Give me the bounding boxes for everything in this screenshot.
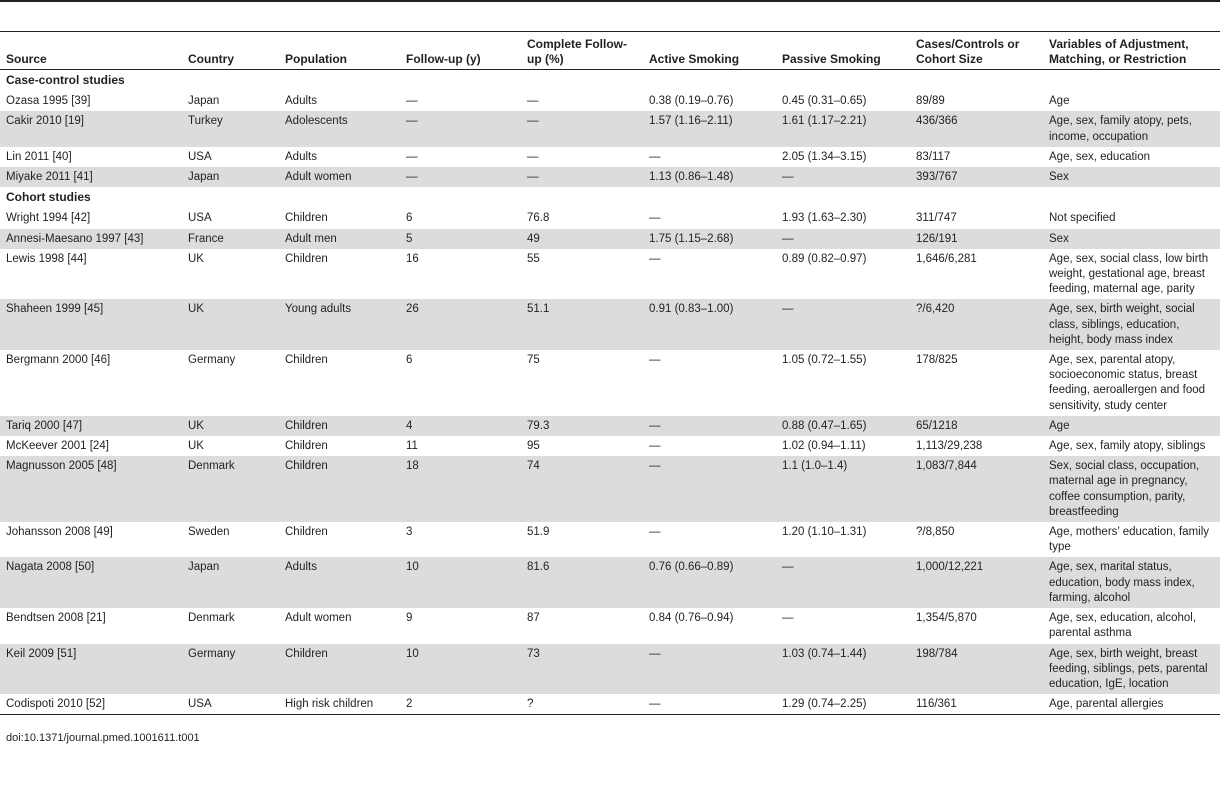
cell-followup: 16 bbox=[406, 252, 419, 265]
cell-population: Young adults bbox=[279, 299, 400, 350]
cell-passive: 0.88 (0.47–1.65) bbox=[776, 416, 910, 436]
cell-active: — bbox=[643, 416, 776, 436]
cell-variables: Age, sex, education bbox=[1049, 150, 1151, 163]
cell-source: Lewis 1998 [44] bbox=[6, 252, 87, 265]
cell-passive: 1.1 (1.0–1.4) bbox=[776, 456, 910, 522]
cell-complete: 95 bbox=[527, 440, 540, 453]
cell-source: Ozasa 1995 [39] bbox=[6, 95, 91, 108]
cell-active: 0.38 (0.19–0.76) bbox=[649, 95, 734, 108]
cell-active: — bbox=[643, 456, 776, 522]
cell-active: 0.91 (0.83–1.00) bbox=[643, 299, 776, 350]
cell-size: 178/825 bbox=[916, 354, 958, 367]
table-row bbox=[0, 456, 1220, 522]
cell-source: Lin 2011 [40] bbox=[6, 150, 72, 163]
cell-country: Japan bbox=[188, 95, 220, 108]
cell-complete: 81.6 bbox=[521, 557, 643, 608]
cell-size: 1,000/12,221 bbox=[910, 557, 1043, 608]
cell-followup: 3 bbox=[406, 526, 413, 539]
cell-population: Adult women bbox=[279, 167, 400, 187]
cell-variables: Age, sex, family atopy, pets, income, occupation bbox=[1043, 111, 1220, 146]
cell-size: 436/366 bbox=[910, 111, 1043, 146]
cell-followup: 4 bbox=[400, 416, 521, 436]
cell-country: Sweden bbox=[188, 526, 230, 539]
table-row bbox=[0, 644, 1220, 695]
cell-size: 1,083/7,844 bbox=[910, 456, 1043, 522]
cell-source: Annesi-Maesano 1997 [43] bbox=[0, 229, 182, 249]
section-header bbox=[0, 187, 1220, 208]
cell-followup: — bbox=[406, 95, 418, 108]
cell-size: 65/1218 bbox=[910, 416, 1043, 436]
table-row bbox=[0, 299, 1220, 350]
cell-followup: 10 bbox=[400, 557, 521, 608]
cell-variables: Sex, social class, occupation, maternal age in pregnancy, coffee consumption, parity, breastfeeding bbox=[1043, 456, 1220, 522]
cell-population: Children bbox=[279, 456, 400, 522]
cell-complete: — bbox=[527, 95, 539, 108]
cell-complete: 76.8 bbox=[527, 212, 550, 225]
cell-complete: 74 bbox=[521, 456, 643, 522]
cell-followup: 18 bbox=[400, 456, 521, 522]
cell-population: Adult women bbox=[285, 612, 352, 625]
cell-complete: 51.1 bbox=[521, 299, 643, 350]
cell-passive: 1.93 (1.63–2.30) bbox=[782, 212, 867, 225]
cell-variables: Age, sex, family atopy, siblings bbox=[1049, 440, 1206, 453]
cell-passive: 0.45 (0.31–0.65) bbox=[782, 95, 867, 108]
cell-country: UK bbox=[188, 440, 204, 453]
table-row bbox=[0, 608, 1220, 643]
cell-variables: Age, sex, education, alcohol, parental asthma bbox=[1049, 612, 1197, 640]
cell-complete: — bbox=[521, 111, 643, 146]
cell-variables: Age, sex, birth weight, breast feeding, siblings, pets, parental education, IgE, location bbox=[1043, 644, 1220, 695]
cell-passive: 1.02 (0.94–1.11) bbox=[782, 440, 866, 453]
cell-complete: 73 bbox=[521, 644, 643, 695]
header-complete-followup: Complete Follow-up (%) bbox=[521, 32, 643, 70]
cell-passive: 2.05 (1.34–3.15) bbox=[782, 150, 867, 163]
header-population: Population bbox=[279, 32, 400, 70]
cell-active: — bbox=[649, 526, 661, 539]
cell-country: USA bbox=[188, 212, 212, 225]
cell-variables: Sex bbox=[1043, 229, 1220, 249]
table-row bbox=[0, 147, 1220, 167]
cell-population: Adults bbox=[279, 557, 400, 608]
cell-active: — bbox=[649, 252, 661, 265]
cell-active: 0.76 (0.66–0.89) bbox=[643, 557, 776, 608]
table-row bbox=[0, 167, 1220, 187]
cell-complete: 55 bbox=[527, 252, 540, 265]
header-country: Country bbox=[182, 32, 279, 70]
cell-variables: Age bbox=[1043, 416, 1220, 436]
cell-followup: — bbox=[400, 167, 521, 187]
cell-population: Children bbox=[279, 416, 400, 436]
cell-passive: 1.05 (0.72–1.55) bbox=[782, 354, 867, 367]
section-title: Case-control studies bbox=[6, 73, 125, 87]
table-body bbox=[0, 70, 1220, 715]
cell-population: Children bbox=[285, 354, 328, 367]
cell-source: Keil 2009 [51] bbox=[0, 644, 182, 695]
cell-population: Adult men bbox=[279, 229, 400, 249]
cell-complete: ? bbox=[521, 694, 643, 715]
cell-followup: — bbox=[400, 111, 521, 146]
cell-source: Magnusson 2005 [48] bbox=[0, 456, 182, 522]
cell-variables: Not specified bbox=[1049, 212, 1116, 225]
cell-passive: 0.89 (0.82–0.97) bbox=[782, 252, 867, 265]
cell-country: UK bbox=[182, 299, 279, 350]
cell-active: — bbox=[649, 354, 661, 367]
cell-size: 311/747 bbox=[916, 212, 957, 225]
cell-population: High risk children bbox=[279, 694, 400, 715]
cell-passive: — bbox=[776, 167, 910, 187]
cell-source: Miyake 2011 [41] bbox=[0, 167, 182, 187]
section-title: Cohort studies bbox=[6, 190, 91, 205]
cell-complete: — bbox=[521, 167, 643, 187]
cell-country: UK bbox=[182, 416, 279, 436]
cell-passive: 1.29 (0.74–2.25) bbox=[776, 694, 910, 715]
cell-complete: 75 bbox=[527, 354, 540, 367]
cell-active: — bbox=[649, 150, 661, 163]
doi-footer: doi:10.1371/journal.pmed.1001611.t001 bbox=[6, 732, 200, 745]
cell-country: Germany bbox=[188, 354, 236, 367]
cell-size: 1,646/6,281 bbox=[916, 252, 977, 265]
cell-active: 0.84 (0.76–0.94) bbox=[649, 612, 734, 625]
cell-complete: 51.9 bbox=[527, 526, 550, 539]
table-row bbox=[0, 694, 1220, 715]
cell-variables: Age, mothers’ education, family type bbox=[1049, 526, 1210, 554]
cell-country: Denmark bbox=[182, 456, 279, 522]
cell-variables: Age, sex, social class, low birth weight, gestational age, breast feeding, maternal age, parity bbox=[1049, 252, 1209, 296]
cell-country: Denmark bbox=[188, 612, 235, 625]
cell-followup: — bbox=[406, 150, 418, 163]
cell-active: — bbox=[643, 644, 776, 695]
cell-followup: 9 bbox=[406, 612, 413, 625]
cell-size: ?/8,850 bbox=[916, 526, 955, 539]
cell-country: Japan bbox=[182, 167, 279, 187]
cell-followup: 6 bbox=[406, 212, 413, 225]
cell-size: 393/767 bbox=[910, 167, 1043, 187]
cell-country: USA bbox=[182, 694, 279, 715]
cell-passive: 1.03 (0.74–1.44) bbox=[776, 644, 910, 695]
cell-complete: 87 bbox=[527, 612, 540, 625]
table-row bbox=[0, 229, 1220, 249]
cell-source: Codispoti 2010 [52] bbox=[0, 694, 182, 715]
cell-active: 1.75 (1.15–2.68) bbox=[643, 229, 776, 249]
cell-variables: Age bbox=[1049, 95, 1070, 108]
header-source: Source bbox=[0, 32, 182, 70]
cell-active: 1.57 (1.16–2.11) bbox=[643, 111, 776, 146]
cell-population: Children bbox=[285, 252, 328, 265]
cell-followup: 10 bbox=[400, 644, 521, 695]
cell-population: Children bbox=[285, 212, 328, 225]
cell-variables: Age, sex, parental atopy, socioeconomic status, breast feeding, aeroallergen and food sensitivity, study center bbox=[1049, 354, 1206, 412]
cell-source: McKeever 2001 [24] bbox=[6, 440, 109, 453]
cell-size: ?/6,420 bbox=[910, 299, 1043, 350]
cell-followup: 6 bbox=[406, 354, 413, 367]
cell-passive: 1.20 (1.10–1.31) bbox=[782, 526, 867, 539]
cell-followup: 26 bbox=[400, 299, 521, 350]
cell-country: France bbox=[182, 229, 279, 249]
cell-complete: 79.3 bbox=[521, 416, 643, 436]
cell-country: Japan bbox=[182, 557, 279, 608]
cell-variables: Age, sex, marital status, education, body mass index, farming, alcohol bbox=[1043, 557, 1220, 608]
cell-followup: 2 bbox=[400, 694, 521, 715]
table-row bbox=[0, 111, 1220, 146]
cell-country: Turkey bbox=[182, 111, 279, 146]
table-row bbox=[0, 350, 1220, 416]
cell-passive: — bbox=[776, 557, 910, 608]
cell-population: Adults bbox=[285, 95, 317, 108]
top-rule bbox=[0, 0, 1220, 2]
table-row bbox=[0, 208, 1220, 228]
cell-passive: — bbox=[776, 229, 910, 249]
cell-size: 1,113/29,238 bbox=[916, 440, 983, 453]
cell-population: Children bbox=[285, 440, 328, 453]
cell-passive: 1.61 (1.17–2.21) bbox=[776, 111, 910, 146]
cell-country: UK bbox=[188, 252, 204, 265]
header-active-smoking: Active Smoking bbox=[643, 32, 776, 70]
header-cases-controls: Cases/Controls or Cohort Size bbox=[910, 32, 1043, 70]
cell-size: 126/191 bbox=[910, 229, 1043, 249]
cell-population: Children bbox=[285, 526, 328, 539]
cell-complete: — bbox=[527, 150, 539, 163]
cell-variables: Age, sex, birth weight, social class, siblings, education, height, body mass index bbox=[1043, 299, 1220, 350]
cell-active: — bbox=[649, 212, 661, 225]
cell-followup: 5 bbox=[400, 229, 521, 249]
table-row bbox=[0, 557, 1220, 608]
cell-passive: — bbox=[776, 299, 910, 350]
cell-source: Nagata 2008 [50] bbox=[0, 557, 182, 608]
studies-table bbox=[0, 31, 1220, 715]
cell-variables: Age, parental allergies bbox=[1043, 694, 1220, 715]
section-header bbox=[0, 70, 1220, 92]
cell-size: 83/117 bbox=[916, 150, 951, 163]
cell-source: Bendtsen 2008 [21] bbox=[6, 612, 106, 625]
cell-population: Children bbox=[279, 644, 400, 695]
header-passive-smoking: Passive Smoking bbox=[776, 32, 910, 70]
cell-source: Tariq 2000 [47] bbox=[0, 416, 182, 436]
cell-size: 198/784 bbox=[910, 644, 1043, 695]
cell-country: Germany bbox=[182, 644, 279, 695]
cell-source: Wright 1994 [42] bbox=[6, 212, 91, 225]
table-row bbox=[0, 249, 1220, 300]
cell-source: Johansson 2008 [49] bbox=[6, 526, 113, 539]
table-row bbox=[0, 91, 1220, 111]
cell-variables: Sex bbox=[1043, 167, 1220, 187]
cell-size: 116/361 bbox=[910, 694, 1043, 715]
header-row bbox=[0, 32, 1220, 70]
header-variables: Variables of Adjustment, Matching, or Restriction bbox=[1043, 32, 1220, 70]
table-row bbox=[0, 522, 1220, 557]
table-row bbox=[0, 436, 1220, 456]
cell-population: Adults bbox=[285, 150, 317, 163]
cell-source: Shaheen 1999 [45] bbox=[0, 299, 182, 350]
cell-active: 1.13 (0.86–1.48) bbox=[643, 167, 776, 187]
cell-source: Bergmann 2000 [46] bbox=[6, 354, 111, 367]
cell-passive: — bbox=[782, 612, 794, 625]
cell-complete: 49 bbox=[521, 229, 643, 249]
cell-size: 1,354/5,870 bbox=[916, 612, 977, 625]
cell-size: 89/89 bbox=[916, 95, 945, 108]
cell-followup: 11 bbox=[406, 440, 418, 453]
cell-population: Adolescents bbox=[279, 111, 400, 146]
cell-source: Cakir 2010 [19] bbox=[0, 111, 182, 146]
table-row bbox=[0, 416, 1220, 436]
cell-active: — bbox=[643, 694, 776, 715]
header-followup: Follow-up (y) bbox=[400, 32, 521, 70]
cell-country: USA bbox=[188, 150, 212, 163]
cell-active: — bbox=[649, 440, 661, 453]
